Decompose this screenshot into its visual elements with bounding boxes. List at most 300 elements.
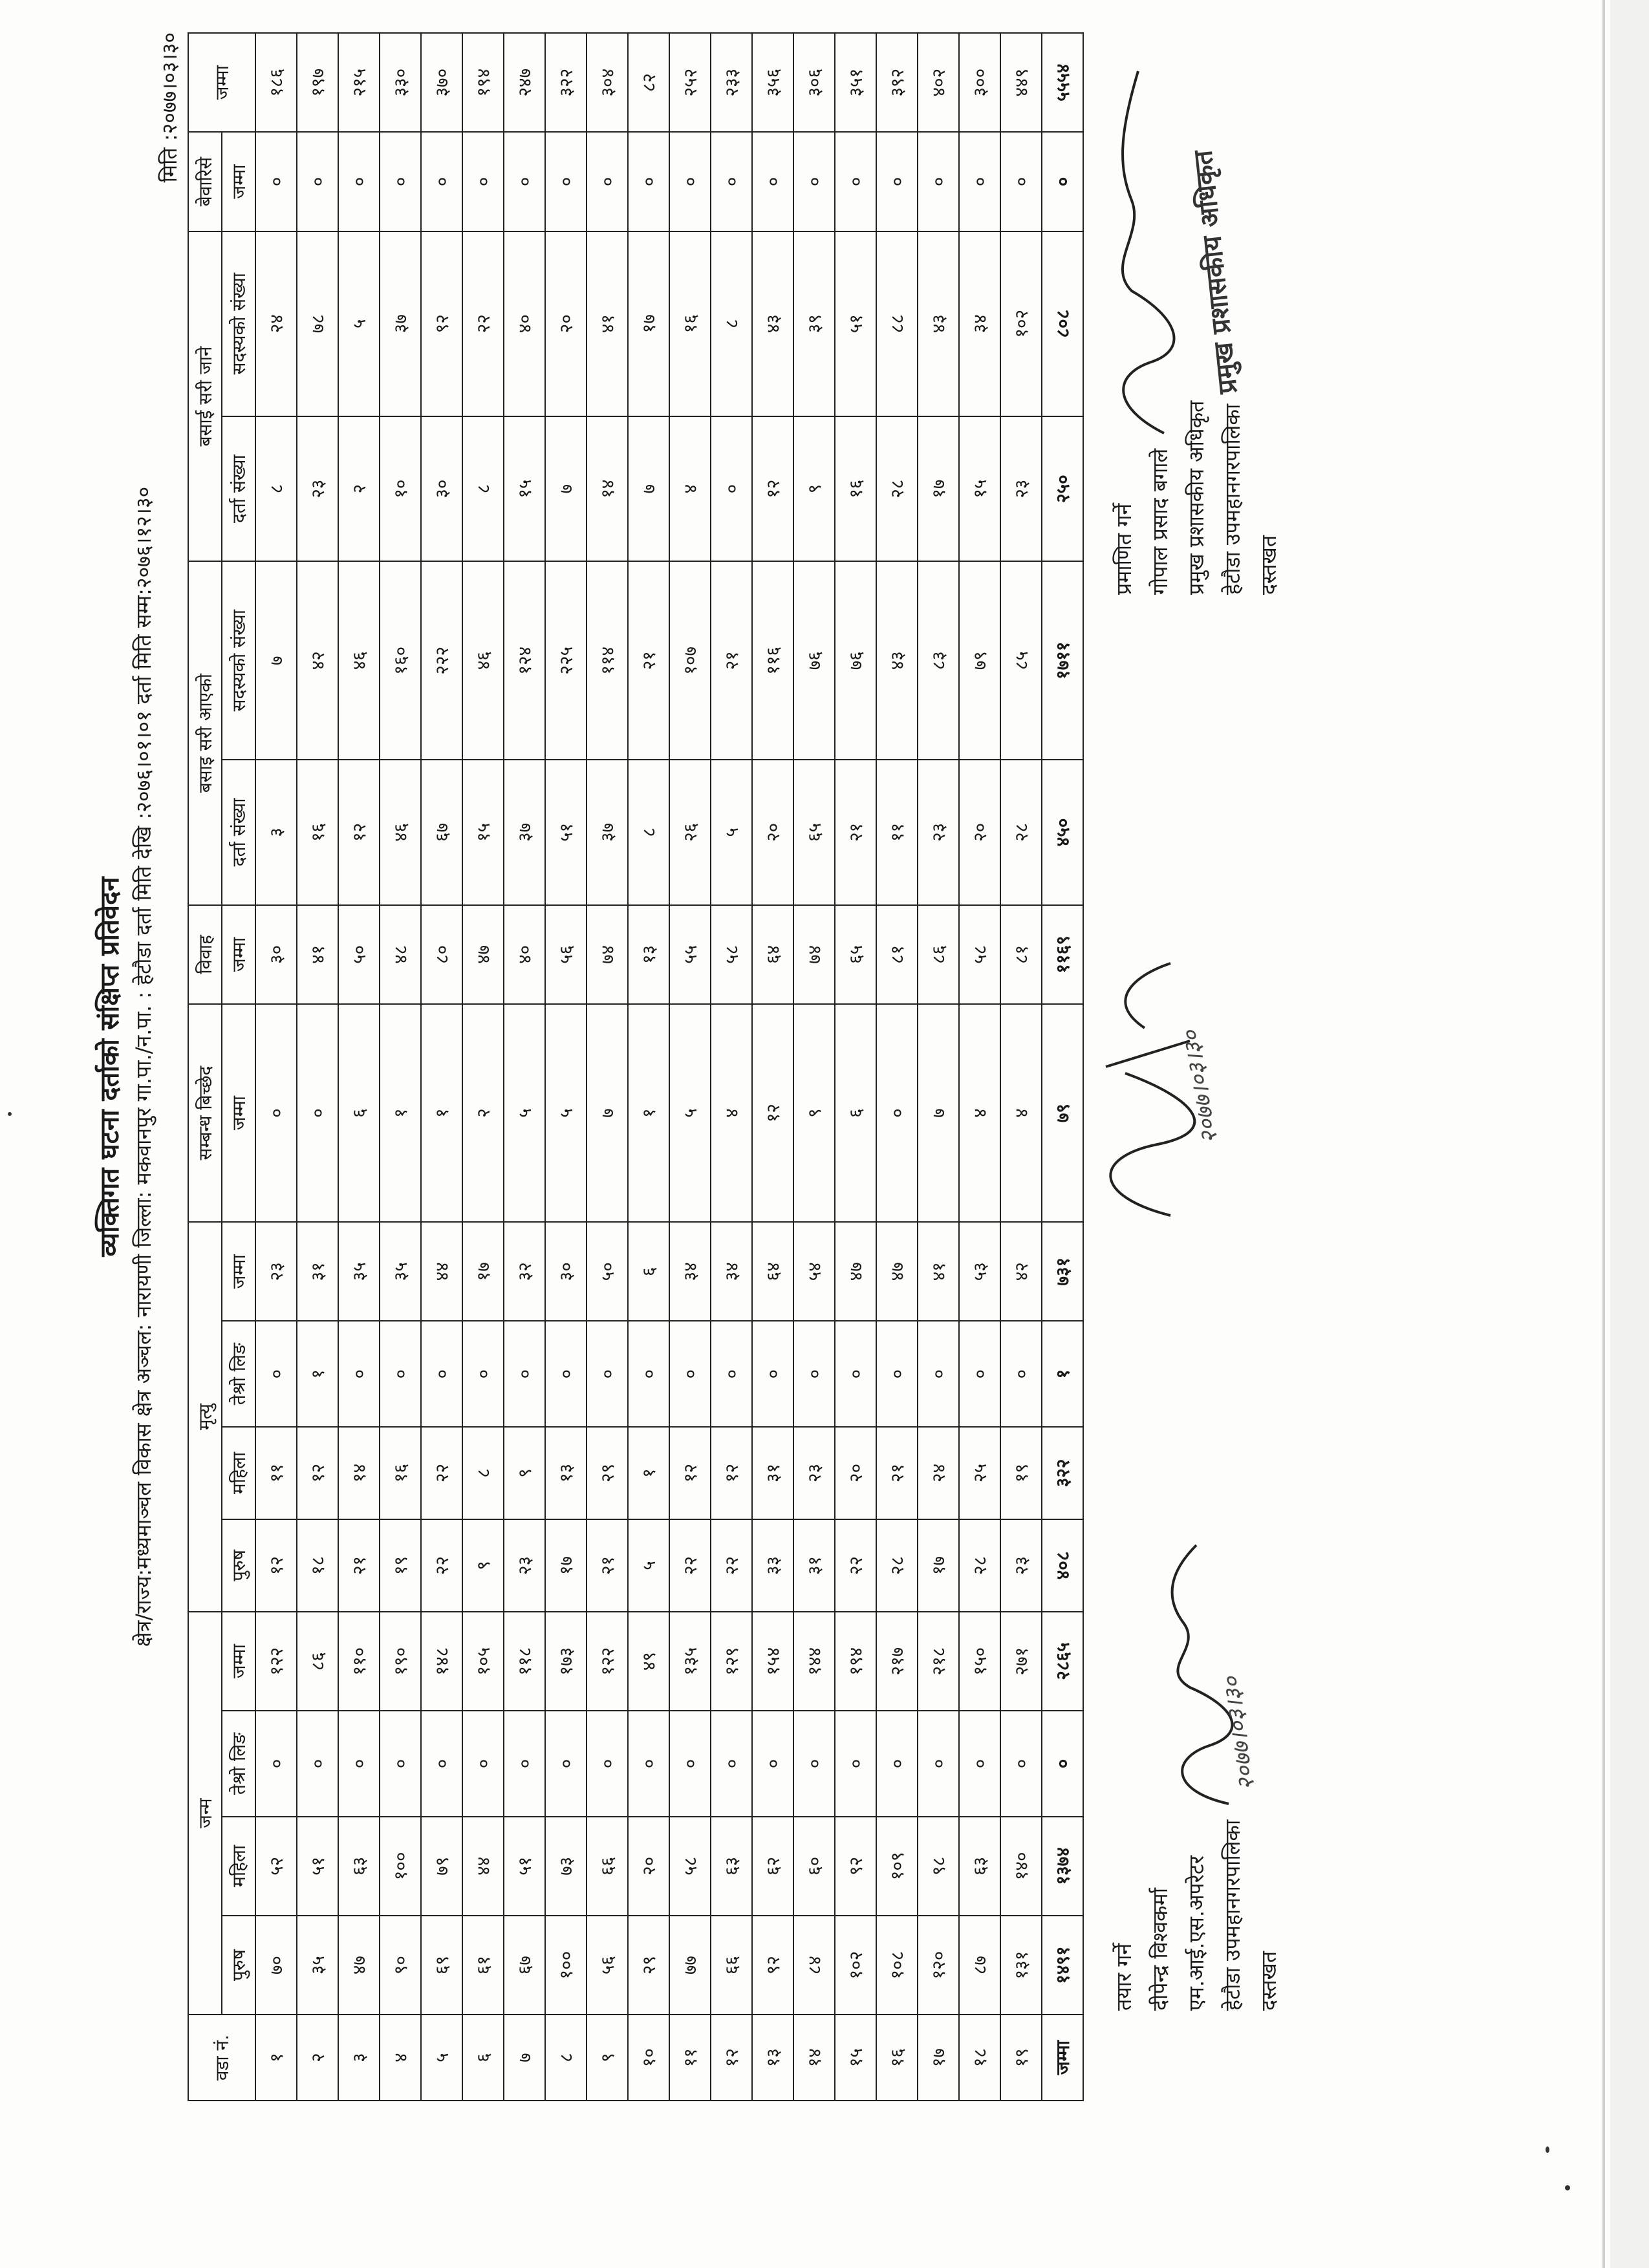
table-cell: ५६: [587, 1916, 628, 2015]
table-cell: १९: [380, 1519, 421, 1612]
table-cell: ४२: [1000, 1222, 1042, 1321]
table-cell: २१: [711, 561, 752, 760]
table-cell: ४७: [462, 905, 504, 1004]
table-cell: ०: [380, 132, 421, 231]
table-cell: २१८: [918, 1612, 959, 1711]
table-cell: ०: [669, 132, 711, 231]
table-cell: १०२: [1000, 231, 1042, 416]
table-cell: ८: [462, 416, 504, 562]
header-death: मृत्यु: [188, 1222, 222, 1612]
table-cell: ०: [669, 1711, 711, 1816]
table-cell: २८६५: [1042, 1612, 1083, 1711]
table-cell: १७: [918, 1519, 959, 1612]
table-cell: ०: [876, 132, 918, 231]
table-cell: १२: [711, 1427, 752, 1519]
table-cell: ५८: [959, 905, 1000, 1004]
prepared-by-heading: तयार गर्ने: [1112, 1943, 1136, 2011]
table-cell: १५: [504, 416, 545, 562]
table-cell: ३२: [504, 1222, 545, 1321]
table-cell: ०: [959, 1321, 1000, 1426]
table-cell: ०: [711, 132, 752, 231]
table-cell: २३३: [711, 33, 752, 132]
certified-by-heading: प्रमाणित गर्ने: [1112, 503, 1136, 595]
header-birth-total: जम्मा: [222, 1612, 255, 1711]
table-cell: ८: [255, 416, 297, 562]
table-cell: ८४: [793, 1916, 835, 2015]
table-cell: ८७: [959, 1916, 1000, 2015]
table-cell: ३०६: [793, 33, 835, 132]
table-cell: १३: [545, 1427, 587, 1519]
table-cell: २२५: [545, 561, 587, 760]
table-cell: १६: [876, 2015, 918, 2101]
table-cell: ९: [462, 1519, 504, 1612]
table-cell: ७९: [1042, 1004, 1083, 1222]
table-cell: १७: [918, 416, 959, 562]
header-in-members: सदस्यको संख्या: [222, 561, 255, 760]
table-cell: ७३१: [1042, 1222, 1083, 1321]
table-cell: १२: [297, 1427, 338, 1519]
table-cell: १२: [752, 1004, 793, 1222]
center-handwritten-date: २०७७।०३।३०: [1177, 1028, 1224, 1146]
table-cell: ४३: [752, 231, 793, 416]
table-cell: ६५: [835, 905, 876, 1004]
table-cell: २२: [462, 231, 504, 416]
table-cell: ६: [338, 1004, 380, 1222]
table-cell: ३५१: [835, 33, 876, 132]
table-cell: १४: [587, 416, 628, 562]
table-cell: ०: [380, 1321, 421, 1426]
header-divorce-total: जम्मा: [222, 1004, 255, 1222]
table-cell: १४४: [793, 1612, 835, 1711]
header-grand-total: जम्मा: [188, 33, 255, 132]
table-cell: ८२: [628, 33, 669, 132]
table-cell: ०: [462, 1321, 504, 1426]
table-cell: १७११: [1042, 561, 1083, 760]
table-cell: ०: [918, 132, 959, 231]
header-out-members: सदस्यको संख्या: [222, 231, 255, 416]
certified-by-position: प्रमुख प्रशासकीय अधिकृत: [1184, 400, 1209, 595]
table-cell: ०: [711, 416, 752, 562]
table-cell: २४७: [504, 33, 545, 132]
registration-table: [188, 32, 1084, 2101]
table-cell: ९०: [380, 1916, 421, 2015]
table-cell: १०८: [876, 1916, 918, 2015]
table-cell: ०: [876, 1711, 918, 1816]
table-cell: ४: [711, 1004, 752, 1222]
table-cell: १४: [793, 2015, 835, 2101]
table-cell: १३१: [1000, 1916, 1042, 2015]
table-cell: २३: [297, 416, 338, 562]
table-cell: १२२: [587, 1612, 628, 1711]
prepared-by-name: दीपेन्द्र विश्वकर्मा: [1148, 1888, 1172, 2011]
table-row: [504, 33, 545, 2101]
table-cell: ८१: [876, 905, 918, 1004]
table-cell: ०: [793, 1321, 835, 1426]
table-cell: १९: [1000, 1427, 1042, 1519]
table-cell: ५४: [793, 1222, 835, 1321]
table-cell: १: [628, 1427, 669, 1519]
table-cell: ४०२: [918, 33, 959, 132]
table-cell: १४९१: [1042, 1916, 1083, 2015]
table-cell: ३७०: [421, 33, 462, 132]
table-cell: २५: [959, 1427, 1000, 1519]
table-cell: ०: [1000, 1321, 1042, 1426]
table-cell: ०: [793, 132, 835, 231]
table-cell: ४६: [462, 561, 504, 760]
header-missing: बेवारिसे: [188, 132, 222, 231]
table-cell: ३५: [380, 1222, 421, 1321]
table-cell: ७६: [835, 561, 876, 760]
table-cell: ११: [876, 760, 918, 905]
table-cell: ०: [918, 1321, 959, 1426]
table-cell: ११: [669, 2015, 711, 2101]
table-cell: ४४: [462, 1817, 504, 1916]
table-cell: ८०८: [1042, 231, 1083, 416]
table-cell: ०: [338, 1321, 380, 1426]
table-cell: ९: [504, 1427, 545, 1519]
table-cell: १: [1042, 1321, 1083, 1426]
table-cell: ३००: [959, 33, 1000, 132]
header-missing-total: जम्मा: [222, 132, 255, 231]
table-cell: ८: [711, 231, 752, 416]
table-cell: १०: [380, 416, 421, 562]
table-cell: १७: [545, 1519, 587, 1612]
table-cell: ३५६: [752, 33, 793, 132]
table-cell: १००: [380, 1817, 421, 1916]
table-cell: ४७: [835, 1222, 876, 1321]
table-cell: १: [297, 1321, 338, 1426]
table-cell: ४७: [338, 1916, 380, 2015]
table-cell: ०: [462, 132, 504, 231]
table-cell: ७०: [255, 1916, 297, 2015]
table-cell: ४४: [421, 1222, 462, 1321]
table-cell: ७: [628, 416, 669, 562]
prepared-by-office: हेटौडा उपमहानगरपालिका: [1220, 1819, 1245, 2011]
table-cell: २१: [835, 760, 876, 905]
table-cell: ७९: [421, 1817, 462, 1916]
table-body: [255, 33, 1083, 2101]
header-birth: जन्म: [188, 1612, 222, 2015]
table-row: [255, 33, 297, 2101]
table-cell: १: [380, 1004, 421, 1222]
table-cell: ०: [587, 1321, 628, 1426]
table-cell: जम्मा: [1042, 2015, 1083, 2101]
table-cell: ०: [752, 132, 793, 231]
table-cell: ८८: [876, 231, 918, 416]
table-cell: ७: [504, 2015, 545, 2101]
table-cell: ५: [421, 2015, 462, 2101]
header-birth-third: तेश्रो लिङ: [222, 1711, 255, 1816]
table-cell: ०: [628, 1321, 669, 1426]
table-cell: ०: [545, 1321, 587, 1426]
table-cell: ६: [462, 2015, 504, 2101]
table-cell: २७१: [1000, 1612, 1042, 1711]
table-row: [1000, 33, 1042, 2101]
header-marriage-total: जम्मा: [222, 905, 255, 1004]
table-cell: ०: [628, 1711, 669, 1816]
table-cell: ७: [918, 1004, 959, 1222]
table-cell: ०: [835, 132, 876, 231]
table-cell: ५२: [255, 1817, 297, 1916]
table-cell: ०: [504, 1321, 545, 1426]
table-cell: ३७: [504, 760, 545, 905]
table-cell: ३०४: [587, 33, 628, 132]
table-row: [462, 33, 504, 2101]
table-cell: ८१: [1000, 905, 1042, 1004]
table-cell: ८: [545, 2015, 587, 2101]
table-cell: ०: [876, 1004, 918, 1222]
table-cell: ०: [587, 1711, 628, 1816]
table-cell: ६७: [504, 1916, 545, 2015]
table-cell: २: [297, 2015, 338, 2101]
table-cell: २०: [628, 1817, 669, 1916]
table-cell: ७४: [793, 905, 835, 1004]
table-cell: ०: [545, 1711, 587, 1816]
table-cell: ५: [338, 231, 380, 416]
certified-by-signature: [1093, 58, 1196, 446]
table-cell: ५८: [711, 905, 752, 1004]
table-cell: १७: [462, 1222, 504, 1321]
table-cell: ५८: [669, 1817, 711, 1916]
table-cell: ६६: [711, 1916, 752, 2015]
table-cell: १६०: [380, 561, 421, 760]
scan-speck: [1546, 2146, 1549, 2153]
table-cell: ७४: [587, 905, 628, 1004]
header-birth-male: पुरुष: [222, 1916, 255, 2015]
table-cell: २४: [918, 1427, 959, 1519]
table-row: [752, 33, 793, 2101]
table-row: [421, 33, 462, 2101]
table-cell: २५२: [669, 33, 711, 132]
table-cell: ०: [255, 132, 297, 231]
table-row: [835, 33, 876, 2101]
table-row: [876, 33, 918, 2101]
table-cell: ५५: [669, 905, 711, 1004]
table-cell: २३: [1000, 416, 1042, 562]
header-death-total: जम्मा: [222, 1222, 255, 1321]
certified-by-office: हेटौडा उपमहानगरपालिका: [1220, 403, 1245, 595]
table-cell: ३३: [752, 1519, 793, 1612]
table-cell: ४२: [297, 561, 338, 760]
table-cell: ८: [628, 760, 669, 905]
table-cell: १२: [338, 760, 380, 905]
table-cell: ३१: [297, 1222, 338, 1321]
table-cell: ८: [462, 1427, 504, 1519]
table-cell: ११६: [752, 561, 793, 760]
table-cell: ९: [793, 416, 835, 562]
table-cell: ९८: [918, 1817, 959, 1916]
table-cell: ०: [1000, 1711, 1042, 1816]
table-cell: ०: [752, 1321, 793, 1426]
table-cell: ६४: [752, 905, 793, 1004]
table-cell: १२: [752, 416, 793, 562]
table-cell: ०: [338, 132, 380, 231]
table-cell: २८: [959, 1519, 1000, 1612]
table-cell: १०९: [876, 1817, 918, 1916]
table-cell: ०: [835, 1711, 876, 1816]
table-cell: १४०: [1000, 1817, 1042, 1916]
table-cell: ७: [255, 561, 297, 760]
table-cell: ४१: [918, 1222, 959, 1321]
table-cell: २३: [504, 1519, 545, 1612]
table-cell: ३२२: [1042, 1427, 1083, 1519]
table-cell: ०: [421, 132, 462, 231]
certified-by-name: गोपाल प्रसाद बगाले: [1148, 448, 1172, 595]
table-cell: ७९: [959, 561, 1000, 760]
table-cell: १८: [959, 2015, 1000, 2101]
table-cell: ३४: [669, 1222, 711, 1321]
table-cell: ५३: [959, 1222, 1000, 1321]
table-cell: ५०: [587, 1222, 628, 1321]
table-cell: १३५: [669, 1612, 711, 1711]
table-cell: ६४: [752, 1222, 793, 1321]
prepared-by-handwritten-date: २०७७।०३।३०: [1218, 1674, 1261, 1792]
table-cell: २१: [338, 1519, 380, 1612]
table-cell: १५: [959, 416, 1000, 562]
table-cell: ७: [587, 1004, 628, 1222]
table-cell: ०: [876, 1321, 918, 1426]
table-cell: २९: [628, 1916, 669, 2015]
table-cell: २२: [835, 1519, 876, 1612]
header-out-reg: दर्ता संख्या: [222, 416, 255, 562]
table-cell: १७: [918, 2015, 959, 2101]
table-cell: १३७४: [1042, 1817, 1083, 1916]
table-cell: १२२: [255, 1612, 297, 1711]
table-cell: २५०: [1042, 416, 1083, 562]
table-cell: ९: [793, 1004, 835, 1222]
table-cell: ०: [255, 1004, 297, 1222]
table-cell: ७६: [793, 561, 835, 760]
table-cell: २३: [918, 760, 959, 905]
report-subtitle: क्षेत्र/राज्य:मध्यमाञ्चल विकास क्षेत्र अञ्चल: नारायणी जिल्ला: मकवानपुर गा.पा./न.पा. : हेटौडा दर्ता मिति देखि :२०७६।०१।०१ दर्ता मिति सम्म:२०७६।१२।३०: [131, 486, 156, 1647]
table-cell: ११०: [338, 1612, 380, 1711]
header-death-third: तेश्रो लिङ: [222, 1321, 255, 1426]
table-cell: ३५: [338, 1222, 380, 1321]
prepared-by-block: [1106, 1820, 1287, 2011]
table-cell: २३: [793, 1427, 835, 1519]
table-cell: २६: [669, 760, 711, 905]
page-shadow: [1610, 0, 1649, 2268]
table-cell: १९: [1000, 2015, 1042, 2101]
table-cell: ०: [380, 1711, 421, 1816]
table-cell: ०: [628, 132, 669, 231]
table-cell: २२२: [421, 561, 462, 760]
header-in-reg: दर्ता संख्या: [222, 760, 255, 905]
table-cell: ९२: [421, 231, 462, 416]
prepared-by-position: एम.आई.एस.अपरेटर: [1184, 1855, 1209, 2011]
header-birth-female: महिला: [222, 1817, 255, 1916]
table-cell: ८५: [1000, 561, 1042, 760]
report-title: व्यक्तिगत घटना दर्ताको संक्षिप्त प्रतिवेदन: [95, 877, 125, 1257]
table-cell: १९७: [297, 33, 338, 132]
table-cell: १८६: [255, 33, 297, 132]
report-date: मिति :२०७७।०३।३०: [157, 32, 182, 183]
table-cell: ०: [1000, 132, 1042, 231]
table-cell: ४३: [918, 231, 959, 416]
table-cell: २२: [669, 1519, 711, 1612]
table-row: [918, 33, 959, 2101]
table-cell: १९४: [462, 33, 504, 132]
table-cell: ०: [1042, 1711, 1083, 1816]
table-cell: १७३: [545, 1612, 587, 1711]
table-cell: २: [338, 416, 380, 562]
table-row: [338, 33, 380, 2101]
table-cell: ३७: [380, 231, 421, 416]
table-cell: १२: [255, 1519, 297, 1612]
table-cell: ३: [338, 2015, 380, 2101]
table-cell: ३४: [711, 1222, 752, 1321]
table-cell: १००: [545, 1916, 587, 2015]
table-cell: ०: [421, 1321, 462, 1426]
table-cell: ३१: [752, 1427, 793, 1519]
table-cell: १०७: [669, 561, 711, 760]
table-cell: १२०: [918, 1916, 959, 2015]
page-edge: [1602, 0, 1605, 2268]
table-cell: ०: [297, 1004, 338, 1222]
table-cell: १: [255, 2015, 297, 2101]
table-row: [959, 33, 1000, 2101]
prepared-by-sign-label: दस्तखत: [1256, 1951, 1281, 2011]
table-cell: ०: [711, 1321, 752, 1426]
table-cell: १८: [297, 1519, 338, 1612]
table-cell: १२: [711, 2015, 752, 2101]
table-cell: २८: [1000, 760, 1042, 905]
table-cell: १५०: [959, 1612, 1000, 1711]
table-cell: २०: [752, 760, 793, 905]
table-cell: ५: [628, 1519, 669, 1612]
table-cell: ५१: [835, 231, 876, 416]
table-cell: ६९: [421, 1916, 462, 2015]
table-cell: ४: [669, 416, 711, 562]
table-cell: ०: [421, 1711, 462, 1816]
table-cell: २०: [959, 760, 1000, 905]
header-death-male: पुरुष: [222, 1519, 255, 1612]
table-cell: ४०: [504, 905, 545, 1004]
table-cell: ३०: [421, 416, 462, 562]
table-cell: ०: [752, 1711, 793, 1816]
table-cell: १७: [628, 231, 669, 416]
table-cell: ९२: [835, 1817, 876, 1916]
rotated-report-sheet: [95, 32, 1287, 2101]
table-cell: १४: [338, 1427, 380, 1519]
table-cell: ५: [669, 1004, 711, 1222]
table-cell: ०: [835, 1321, 876, 1426]
table-cell: ०: [1042, 132, 1083, 231]
table-cell: १५: [835, 2015, 876, 2101]
table-cell: ०: [504, 132, 545, 231]
table-cell: १०: [628, 2015, 669, 2101]
table-cell: ०: [793, 1711, 835, 1816]
table-cell: १६: [669, 231, 711, 416]
table-row: [628, 33, 669, 2101]
table-cell: ५१: [545, 760, 587, 905]
table-cell: ०: [338, 1711, 380, 1816]
table-cell: ४४९: [1000, 33, 1042, 132]
table-cell: ३२२: [545, 33, 587, 132]
table-cell: ५: [545, 1004, 587, 1222]
table-cell: ०: [297, 132, 338, 231]
table-cell: ०: [587, 132, 628, 231]
table-cell: ३३०: [380, 33, 421, 132]
table-cell: १०५: [462, 1612, 504, 1711]
table-cell: ६: [835, 1004, 876, 1222]
header-migrated-out: बसाई सरी जाने: [188, 231, 222, 562]
table-cell: २: [462, 1004, 504, 1222]
table-cell: ०: [711, 1711, 752, 1816]
table-cell: १४८: [421, 1612, 462, 1711]
table-cell: ४५०: [1042, 760, 1083, 905]
table-cell: ३०: [545, 1222, 587, 1321]
